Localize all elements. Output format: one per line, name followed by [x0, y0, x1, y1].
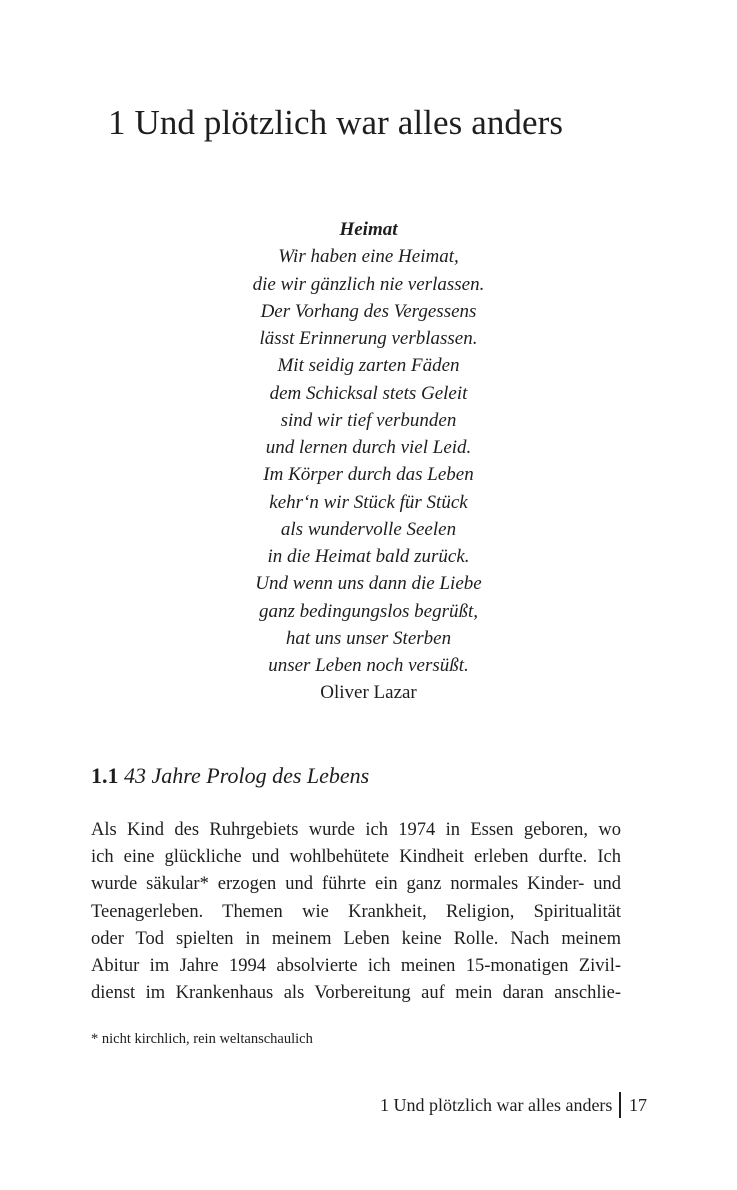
body-paragraph	[91, 817, 621, 1007]
poem-line: Der Vorhang des Vergessens	[260, 300, 477, 322]
poem-title: Heimat	[339, 219, 398, 240]
running-title: 1 Und plötzlich war alles anders	[380, 1095, 613, 1115]
poem-line: Wir haben eine Heimat,	[278, 246, 459, 268]
body-line: ich eine glückliche und wohlbehütete Kindheit erleben durfte. Ich	[91, 847, 621, 868]
section-title: 43 Jahre Prolog des Lebens	[124, 763, 370, 788]
poem-line: ganz bedingungslos begrüßt,	[258, 600, 479, 622]
poem-line: kehr‘n wir Stück für Stück	[269, 491, 468, 513]
poem-line: die wir gänzlich nie verlassen.	[252, 273, 485, 295]
poem-line: Im Körper durch das Leben	[263, 464, 474, 486]
poem-line: hat uns unser Sterben	[285, 627, 452, 649]
body-line: oder Tod spielten in meinem Leben keine Rolle. Nach meinem	[91, 928, 621, 949]
poem-line: in die Heimat bald zurück.	[267, 546, 470, 567]
body-line: Teenagerleben. Themen wie Krankheit, Religion, Spiritualität	[91, 901, 621, 922]
footer-divider	[619, 1092, 621, 1118]
poem-line: sind wir tief verbunden	[280, 409, 457, 431]
poem-author: Oliver Lazar	[320, 682, 417, 704]
poem-line: Mit seidig zarten Fäden	[277, 355, 460, 377]
page-number: 17	[628, 1095, 647, 1115]
poem	[0, 216, 737, 707]
poem-line: dem Schicksal stets Geleit	[269, 382, 468, 404]
footnote: * nicht kirchlich, rein weltanschaulich	[91, 1031, 313, 1047]
poem-line: lässt Erinnerung verblassen.	[259, 328, 478, 349]
chapter-title: 1 Und plötzlich war alles anders	[108, 103, 564, 142]
body-line: wurde säkular* erzogen und führte ein ganz normales Kinder- und	[91, 874, 621, 895]
poem-line: unser Leben noch versüßt.	[268, 655, 469, 676]
body-line: dienst im Krankenhaus als Vorbereitung auf mein daran anschlie-	[91, 983, 621, 1004]
section-heading	[91, 761, 369, 791]
running-footer	[380, 1091, 647, 1119]
poem-line: als wundervolle Seelen	[280, 518, 457, 540]
section-number: 1.1	[91, 763, 119, 788]
poem-line: und lernen durch viel Leid.	[265, 437, 472, 458]
body-line: Abitur im Jahre 1994 absolvierte ich meinen 15-monatigen Zivil-	[91, 956, 621, 977]
poem-line: Und wenn uns dann die Liebe	[255, 573, 482, 595]
body-line: Als Kind des Ruhrgebiets wurde ich 1974 in Essen geboren, wo	[91, 820, 621, 840]
